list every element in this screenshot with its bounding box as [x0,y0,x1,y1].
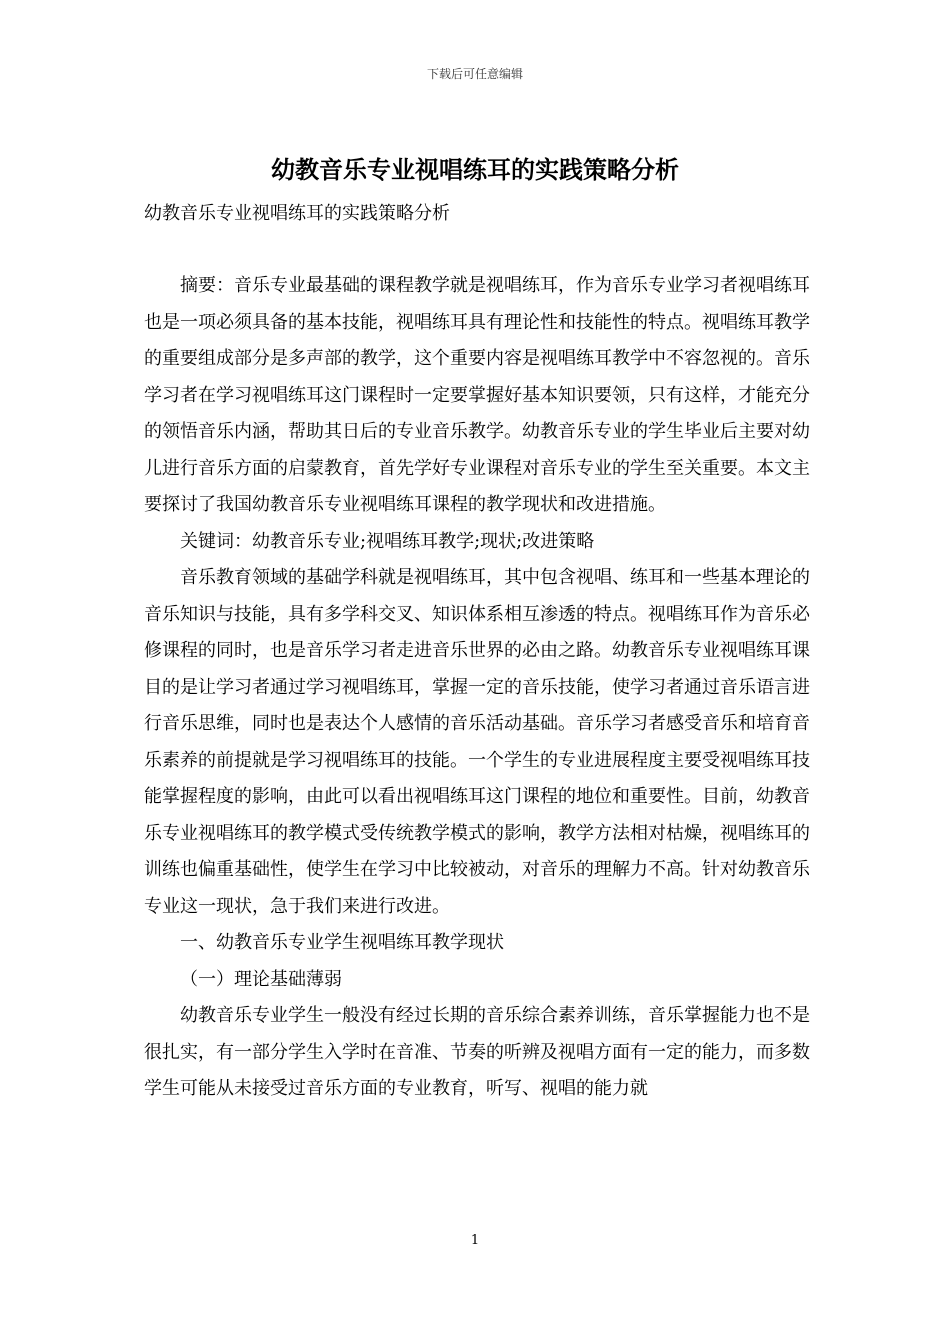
document-title: 幼教音乐专业视唱练耳的实践策略分析 [271,155,679,184]
page-number: 1 [470,1233,480,1248]
document-body [144,268,810,1108]
subsection-heading: （一）理论基础薄弱 [180,968,342,990]
intro-paragraph: 音乐教育领域的基础学科就是视唱练耳，其中包含视唱、练耳和一些基本理论的音乐知识与技能，具有多学科交叉、知识体系相互渗透的特点。视唱练耳作为音乐必修课程的同时，也是音乐学习者走进音乐世界的必由之路。幼教音乐专业视唱练耳课目的是让学习者通过学习视唱练耳，掌握一定的音乐技能，使学习者通过音乐语言进行音乐思维，同时也是表达个人感情的音乐活动基础。音乐学习者感受音乐和培育音乐素养的前提就是学习视唱练耳的技能。一个学生的专业进展程度主要受视唱练耳技能掌握程度的影响，由此可以看出视唱练耳这门课程的地位和重要性。目前，幼教音乐专业视唱练耳的教学模式受传统教学模式的影响，教学方法相对枯燥，视唱练耳的训练也偏重基础性，使学生在学习中比较被动，对音乐的理解力不高。针对幼教音乐专业这一现状，急于我们来进行改进。 [144,567,810,917]
header-note: 下载后可任意编辑 [426,67,523,81]
keywords-paragraph: 关键词：幼教音乐专业;视唱练耳教学;现状;改进策略 [180,530,595,552]
body-paragraph: 幼教音乐专业学生一般没有经过长期的音乐综合素养训练，音乐掌握能力也不是很扎实，有一部分学生入学时在音准、节奏的听辨及视唱方面有一定的能力，而多数学生可能从未接受过音乐方面的专业教育，听写、视唱的能力就 [144,1005,810,1099]
document-subtitle: 幼教音乐专业视唱练耳的实践策略分析 [144,203,450,224]
section-heading: 一、幼教音乐专业学生视唱练耳教学现状 [180,932,504,953]
abstract-paragraph: 摘要：音乐专业最基础的课程教学就是视唱练耳，作为音乐专业学习者视唱练耳也是一项必须具备的基本技能，视唱练耳具有理论性和技能性的特点。视唱练耳教学的重要组成部分是多声部的教学，这个重要内容是视唱练耳教学中不容忽视的。音乐学习者在学习视唱练耳这门课程时一定要掌握好基本知识要领，只有这样，才能充分的领悟音乐内涵，帮助其日后的专业音乐教学。幼教音乐专业的学生毕业后主要对幼儿进行音乐方面的启蒙教育，首先学好专业课程对音乐专业的学生至关重要。本文主要探讨了我国幼教音乐专业视唱练耳课程的教学现状和改进措施。 [144,275,810,515]
